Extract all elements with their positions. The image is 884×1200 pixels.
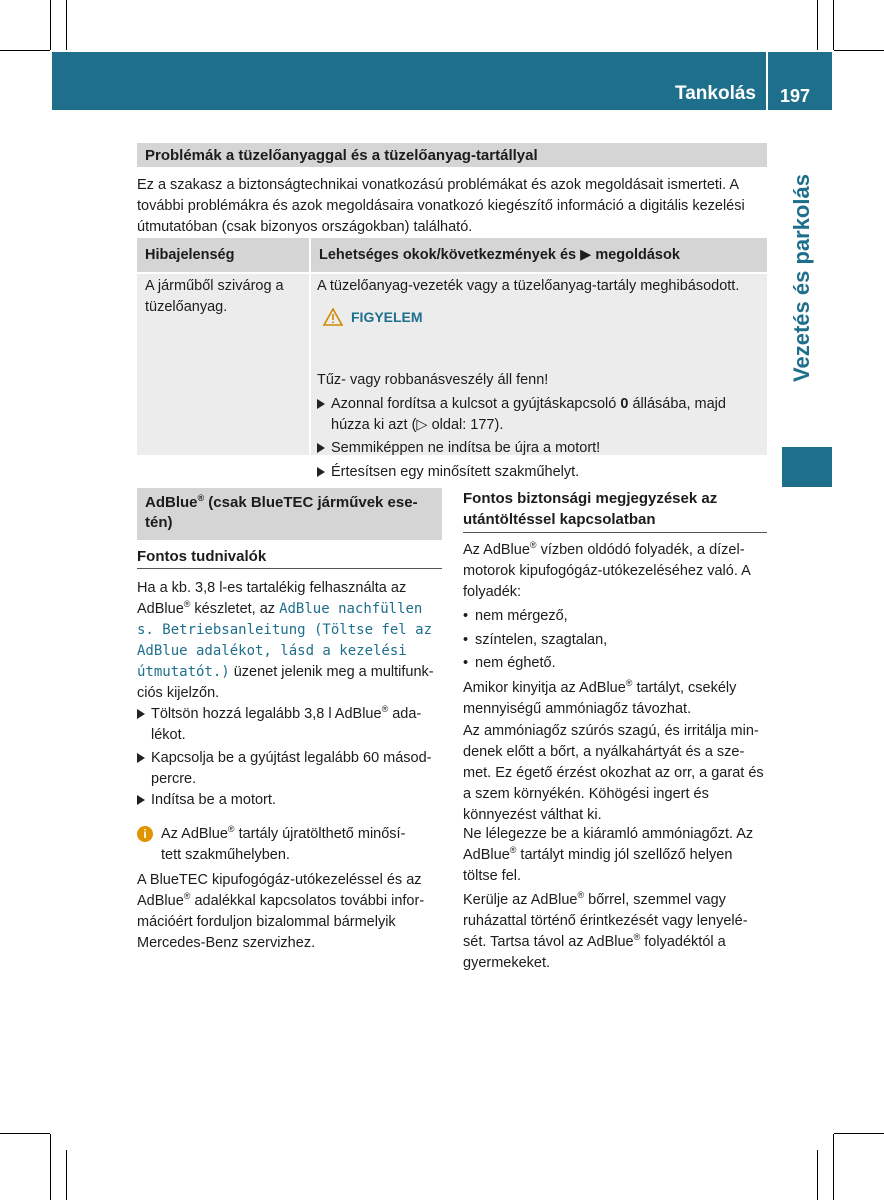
arrow-right-icon (137, 753, 145, 763)
crop-mark (50, 0, 51, 50)
crop-mark (0, 50, 50, 51)
danger-text: Tűz- vagy robbanásveszély áll fenn! (317, 372, 549, 388)
intro-paragraph: Ez a szakasz a biztonságtechnikai vonatkozású problémákat és azok megoldásait ismerteti. A további problémákra és azok megoldásaira vonatkozó kiegészítő információ a digitális kezelési útmutatóban (csak bizonyos országokban) található. (137, 177, 745, 235)
crop-mark (834, 50, 884, 51)
table-cell-causes: A tüzelőanyag-vezeték vagy a tüzelőanyag-tartály meghibásodott. FIGYELEM Tűz- vagy robbanásveszély áll fenn! Azonnal fordítsa a kulcsot a gyújtáskapcsoló 0 állásába, majd húzza ki azt (▷ oldal: 177). Semmiképpen ne indítsa be újra a motort! Értesítsen egy minősített szakműhelyt. (311, 274, 767, 455)
list-item: Töltsön hozzá legalább 3,8 l AdBlue® ada- lékot. (137, 704, 447, 746)
safety-heading: Fontos biztonsági megjegyzések az utántöltéssel kapcsolatban (463, 490, 718, 528)
crop-mark (66, 1150, 67, 1200)
list-item: Értesítsen egy minősített szakműhelyt. (317, 462, 767, 483)
chapter-tab-marker (782, 447, 832, 487)
list-item: Azonnal fordítsa a kulcsot a gyújtáskapcsoló 0 állásába, majd (317, 394, 767, 415)
list-item: • nem éghető. (463, 655, 556, 671)
arrow-right-icon (317, 399, 325, 409)
safety-paragraph: Kerülje az AdBlue® bőrrel, szemmel vagy ruházattal történő érintkezését vagy lenyelé- sét. Tartsa távol az AdBlue® folyadéktól a gyermekeket. (463, 890, 748, 971)
problem-table (137, 238, 767, 480)
crop-mark (50, 1134, 51, 1200)
adblue-subtitle: Fontos tudnivalók (137, 548, 267, 565)
list-item: Semmiképpen ne indítsa be újra a motort! (317, 438, 767, 459)
safety-paragraph: Az AdBlue® vízben oldódó folyadék, a dízel- motorok kipufogógáz-utókezeléséhez való. A folyadék: (463, 540, 751, 600)
list-item: • nem mérgező, (463, 608, 568, 624)
safety-paragraph: Amikor kinyitja az AdBlue® tartályt, csekély mennyiségű ammóniagőz távozhat. (463, 678, 737, 717)
adblue-service-paragraph: A BlueTEC kipufogógáz-utókezeléssel és az AdBlue® adalékkal kapcsolatos további infor- mációért forduljon bizalommal bármelyik Mercedes-Benz szervizhez. (137, 872, 425, 951)
arrow-right-icon (317, 467, 325, 477)
list-item-continuation: húzza ki azt (▷ oldal: 177). (331, 417, 504, 433)
warning-triangle-icon (323, 308, 343, 326)
adblue-paragraph: Ha a kb. 3,8 l-es tartalékig felhasználta az AdBlue® készletet, az AdBlue nachfüllen s. Betriebsanleitung (Töltse fel az AdBlue adalékot, lásd a kezelési útmutatót.) üzenet jelenik meg a multifunk- ciós kijelzőn. (137, 580, 434, 701)
section-heading: Problémák a tüzelőanyaggal és a tüzelőanyag-tartállyal (137, 143, 767, 167)
crop-mark (817, 0, 818, 50)
crop-mark (0, 1133, 50, 1134)
chapter-side-tab-label: Vezetés és parkolás (789, 173, 814, 382)
warning-label: FIGYELEM (323, 308, 423, 326)
info-note: i Az AdBlue® tartály újratölthető minősí- tett szakműhelyben. (137, 824, 447, 866)
list-item: • színtelen, szagtalan, (463, 632, 608, 648)
adblue-heading: AdBlue® (csak BlueTEC járművek ese- tén) (137, 488, 442, 540)
table-header-symptom: Hibajelenség (137, 238, 309, 272)
crop-mark (833, 0, 834, 50)
header-divider (766, 52, 768, 110)
crop-mark (834, 1133, 884, 1134)
table-cell-symptom: A járműből szivárog a tüzelőanyag. (137, 274, 309, 455)
arrow-right-icon (137, 795, 145, 805)
crop-mark (817, 1150, 818, 1200)
safety-paragraph: Az ammóniagőz szúrós szagú, és irritálja min- denek előtt a bőrt, a nyálkahártyát és a sze- met. Ez égető érzést okozhat az orr, a garat és a szem környékén. Köhögési ingert és könnyezést válthat ki. (463, 723, 764, 823)
crop-mark (833, 1134, 834, 1200)
chapter-side-tab (773, 110, 831, 445)
safety-paragraph: Ne lélegezze be a kiáramló ammóniagőzt. Az AdBlue® tartályt mindig jól szellőző helyen töltse fel. (463, 826, 754, 884)
divider (463, 532, 767, 533)
page-number: 197 (780, 86, 811, 106)
list-item: Indítsa be a motort. (137, 790, 447, 811)
table-header-causes: Lehetséges okok/következmények és ▶ megoldások (311, 238, 767, 272)
list-item: Kapcsolja be a gyújtást legalább 60 másod- percre. (137, 748, 447, 790)
info-icon: i (137, 826, 153, 842)
crop-mark (66, 0, 67, 50)
arrow-right-icon (317, 443, 325, 453)
divider (137, 568, 442, 569)
section-title: Tankolás (675, 83, 756, 104)
arrow-right-icon (137, 709, 145, 719)
